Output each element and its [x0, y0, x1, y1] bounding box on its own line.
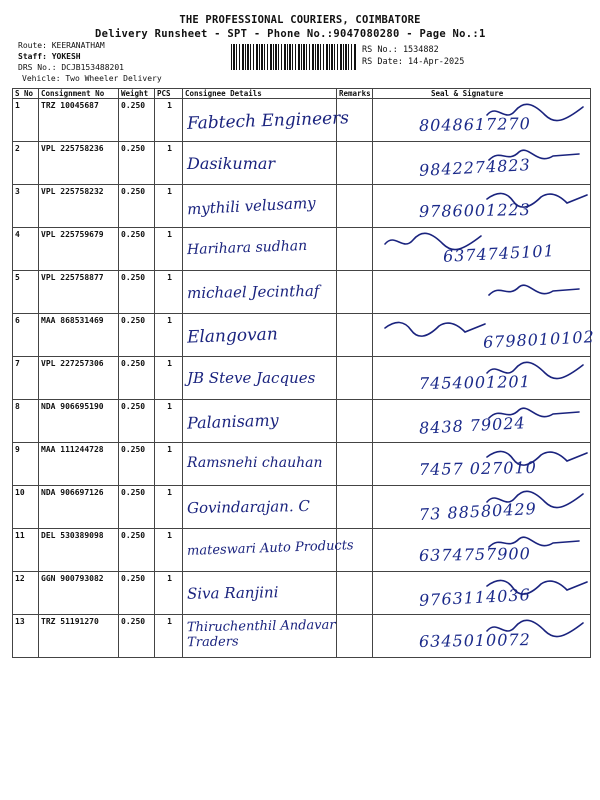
cell-consignee [183, 185, 337, 228]
cell-pcs: 1 [155, 314, 183, 357]
phone-handwriting: 6798010102 [482, 327, 596, 352]
consignee-handwriting: Thiruchenthil Andavar Traders [186, 617, 336, 651]
signature-scribble [381, 230, 491, 254]
phone-handwriting: 7454001201 [418, 372, 531, 393]
signature-scribble [483, 574, 593, 598]
consignee-handwriting: Harihara sudhan [186, 237, 308, 259]
cell-consignee [183, 572, 337, 615]
runsheet-subtitle: Delivery Runsheet - SPT - Phone No.:9047080280 - Page No.:1 [95, 28, 486, 40]
phone-handwriting: 6374745101 [442, 241, 556, 266]
cell-consignee [183, 443, 337, 486]
drs-label: DRS No.: DCJB153488201 [18, 63, 124, 72]
cell-remarks [337, 357, 373, 400]
cell-weight: 0.250 [119, 486, 155, 529]
signature-stroke [487, 362, 583, 378]
signature-scribble [483, 531, 593, 555]
signature-scribble [381, 316, 491, 340]
cell-weight: 0.250 [119, 443, 155, 486]
cell-consignee [183, 99, 350, 142]
cell-pcs: 1 [155, 142, 183, 185]
cell-weight: 0.250 [119, 529, 155, 572]
cell-remarks [337, 400, 373, 443]
consignee-handwriting: Fabtech Engineers [186, 108, 350, 134]
delivery-table [12, 88, 596, 658]
cell-sno: 12 [13, 572, 39, 615]
cell-signature [373, 443, 591, 486]
cell-consignment: VPL 225759679 [39, 228, 119, 271]
col-sno: S No [13, 89, 39, 99]
cell-pcs: 1 [155, 615, 183, 658]
rs-number: RS No.: 1534882 [362, 45, 439, 55]
rs-date: RS Date: 14-Apr-2025 [362, 57, 465, 67]
cell-remarks [337, 443, 373, 486]
consignee-handwriting: Dasikumar [187, 154, 276, 173]
table-row [13, 400, 591, 443]
cell-consignment: VPL 225758877 [39, 271, 119, 314]
phone-handwriting: 8438 79024 [418, 413, 527, 438]
signature-scribble [483, 617, 593, 641]
cell-remarks [337, 142, 373, 185]
consignee-handwriting: Govindarajan. C [186, 496, 311, 518]
staff-label: Staff: YOKESH [18, 52, 81, 61]
cell-sno: 11 [13, 529, 39, 572]
phone-handwriting: 8048617270 [418, 114, 531, 135]
signature-stroke [487, 451, 587, 465]
cell-sno: 3 [13, 185, 39, 228]
signature-scribble [483, 359, 593, 383]
cell-pcs: 1 [155, 443, 183, 486]
signature-scribble [483, 279, 593, 303]
signature-scribble [483, 144, 593, 168]
cell-weight: 0.250 [119, 400, 155, 443]
signature-scribble [483, 101, 593, 125]
table-row [13, 529, 591, 572]
consignee-handwriting: JB Steve Jacques [187, 369, 316, 387]
cell-remarks [337, 572, 373, 615]
cell-sno: 7 [13, 357, 39, 400]
cell-pcs: 1 [155, 99, 183, 142]
cell-consignment: VPL 225758236 [39, 142, 119, 185]
table-row [13, 271, 591, 314]
cell-consignee [183, 142, 337, 185]
cell-consignee [183, 314, 337, 357]
cell-sno: 6 [13, 314, 39, 357]
phone-handwriting: 9763114036 [418, 585, 532, 610]
cell-remarks [337, 185, 373, 228]
consignee-handwriting: mythili velusamy [186, 193, 317, 219]
cell-remarks [337, 615, 373, 658]
cell-sno: 8 [13, 400, 39, 443]
cell-signature [373, 486, 591, 529]
consignee-handwriting: Siva Ranjini [186, 583, 279, 603]
cell-pcs: 1 [155, 400, 183, 443]
col-seal: Seal & Signature [373, 89, 591, 99]
signature-stroke [489, 537, 579, 547]
rs-info [362, 44, 464, 68]
table-header-row [13, 89, 591, 99]
cell-consignment: TRZ 51191270 [39, 615, 119, 658]
table-row [13, 443, 591, 486]
cell-weight: 0.250 [119, 572, 155, 615]
cell-weight: 0.250 [119, 271, 155, 314]
phone-handwriting: 9842274823 [418, 155, 532, 180]
signature-stroke [489, 285, 579, 295]
signature-stroke [487, 104, 583, 120]
cell-consignee [183, 486, 337, 529]
table-row [13, 99, 591, 142]
cell-sno: 10 [13, 486, 39, 529]
table-row [13, 572, 591, 615]
consignee-handwriting: michael Jecinthaf [186, 281, 320, 303]
phone-handwriting: 9786001223 [418, 200, 531, 221]
cell-pcs: 1 [155, 271, 183, 314]
signature-stroke [487, 580, 587, 594]
signature-stroke [489, 150, 579, 160]
phone-handwriting: 6374757900 [418, 544, 531, 565]
cell-remarks [337, 486, 373, 529]
table-row [13, 314, 591, 357]
signature-stroke [489, 408, 579, 418]
consignee-handwriting: Ramsnehi chauhan [187, 455, 323, 471]
table-row [13, 142, 591, 185]
cell-signature [373, 314, 596, 357]
cell-consignment: DEL 530389098 [39, 529, 119, 572]
cell-signature [373, 615, 591, 658]
signature-stroke [385, 233, 481, 249]
cell-signature [373, 99, 591, 142]
cell-consignment: MAA 111244728 [39, 443, 119, 486]
cell-signature [373, 400, 591, 443]
vehicle-label: Vehicle: Two Wheeler Delivery [22, 74, 162, 83]
cell-consignment: VPL 225758232 [39, 185, 119, 228]
phone-handwriting: 7457 027010 [418, 457, 538, 480]
consignee-handwriting: Elangovan [186, 324, 279, 348]
cell-sno: 2 [13, 142, 39, 185]
cell-sno: 9 [13, 443, 39, 486]
cell-consignment: NDA 906695190 [39, 400, 119, 443]
cell-consignee [183, 357, 337, 400]
col-consignment: Consignment No [39, 89, 119, 99]
cell-signature [373, 529, 591, 572]
col-weight: Weight [119, 89, 155, 99]
cell-pcs: 1 [155, 357, 183, 400]
cell-remarks [337, 271, 373, 314]
cell-signature [373, 142, 591, 185]
phone-handwriting: 6345010072 [418, 630, 531, 651]
cell-pcs: 1 [155, 228, 183, 271]
cell-signature [373, 185, 591, 228]
barcode-icon [231, 44, 357, 70]
table-row [13, 185, 591, 228]
cell-pcs: 1 [155, 185, 183, 228]
cell-signature [373, 271, 591, 314]
cell-remarks [337, 314, 373, 357]
cell-consignment: GGN 900793082 [39, 572, 119, 615]
cell-consignment: NDA 906697126 [39, 486, 119, 529]
signature-scribble [483, 445, 593, 469]
cell-consignee [183, 271, 337, 314]
signature-stroke [487, 620, 583, 636]
cell-pcs: 1 [155, 572, 183, 615]
phone-handwriting: 73 88580429 [418, 498, 538, 525]
col-pcs: PCS [155, 89, 183, 99]
signature-scribble [483, 488, 593, 512]
cell-consignee [183, 529, 354, 572]
cell-consignee [183, 228, 337, 271]
cell-pcs: 1 [155, 486, 183, 529]
consignee-handwriting: Palanisamy [186, 410, 279, 433]
table-row [13, 357, 591, 400]
table-row [13, 228, 591, 271]
col-consignee: Consignee Details [183, 89, 337, 99]
cell-weight: 0.250 [119, 314, 155, 357]
cell-remarks [337, 228, 373, 271]
signature-stroke [487, 491, 583, 507]
signature-scribble [483, 402, 593, 426]
cell-signature [373, 357, 591, 400]
cell-pcs: 1 [155, 529, 183, 572]
cell-weight: 0.250 [119, 357, 155, 400]
cell-weight: 0.250 [119, 99, 155, 142]
signature-stroke [487, 193, 587, 207]
cell-weight: 0.250 [119, 615, 155, 658]
table-row [13, 486, 591, 529]
cell-consignee [183, 615, 337, 658]
cell-signature [373, 572, 591, 615]
cell-weight: 0.250 [119, 142, 155, 185]
cell-weight: 0.250 [119, 228, 155, 271]
route-label: Route: KEERANATHAM [18, 41, 105, 50]
cell-sno: 4 [13, 228, 39, 271]
col-remarks: Remarks [337, 89, 373, 99]
cell-sno: 5 [13, 271, 39, 314]
company-title: THE PROFESSIONAL COURIERS, COIMBATORE [179, 14, 421, 26]
cell-sno: 1 [13, 99, 39, 142]
consignee-handwriting: mateswari Auto Products [186, 538, 354, 559]
signature-stroke [385, 322, 485, 336]
cell-weight: 0.250 [119, 185, 155, 228]
signature-scribble [483, 187, 593, 211]
cell-consignment: MAA 868531469 [39, 314, 119, 357]
cell-consignment: TRZ 10045687 [39, 99, 119, 142]
cell-sno: 13 [13, 615, 39, 658]
cell-consignee [183, 400, 337, 443]
table-row [13, 615, 591, 658]
cell-signature [373, 228, 591, 271]
cell-consignment: VPL 227257306 [39, 357, 119, 400]
